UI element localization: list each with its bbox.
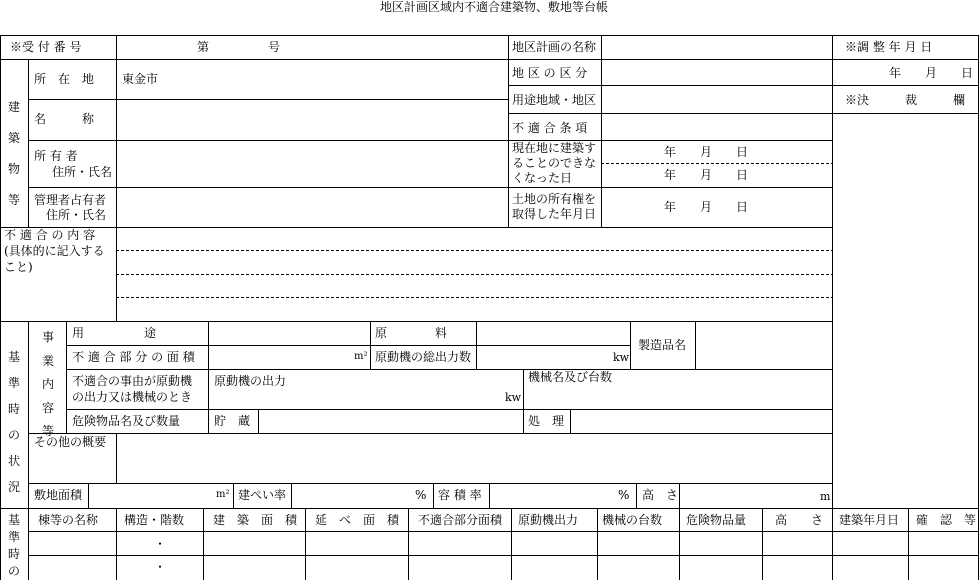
col-header-motor-output: 原動機出力	[518, 513, 579, 527]
location-value[interactable]: 東金市	[122, 72, 159, 86]
building-char: 築	[7, 131, 20, 145]
land-acquired-date: 年 月 日	[664, 200, 749, 214]
adjust-date-value: 年 月 日	[889, 66, 974, 80]
nonconform-content-label-1: 不 適 合 の 内 容	[4, 228, 96, 242]
motor-total-label: 原動機の総出力数	[375, 350, 472, 364]
base-status-char: 状	[7, 454, 20, 468]
became-unable-date-2: 年 月 日	[664, 168, 749, 182]
col-header-nonconform-area: 不適合部分面積	[418, 513, 503, 527]
gou-label: 号	[268, 40, 281, 54]
motor-output-label: 原動機の出力	[214, 374, 287, 388]
col-header-machine-count: 機械の台数	[602, 513, 663, 527]
business-char: 事	[41, 330, 54, 344]
base-status-char: 準	[7, 376, 20, 390]
decision-column-label: ※決 裁 欄	[845, 93, 966, 107]
form-title: 地区計画区域内不適合建築物、敷地等台帳	[380, 0, 609, 14]
owner-label: 所 有 者	[34, 149, 78, 163]
base-status-char: の	[7, 428, 20, 442]
motor-output-unit: kw	[505, 391, 522, 404]
base-status-char: 基	[7, 350, 20, 364]
site-area-unit: m²	[216, 489, 230, 500]
base-status-char: 況	[7, 480, 20, 494]
raw-material-label: 原 料	[375, 326, 448, 340]
col-header-building-name: 棟等の名称	[38, 513, 99, 527]
district-plan-name-label: 地区計画の名称	[512, 40, 597, 54]
col-header-build-date: 建築年月日	[839, 513, 900, 527]
became-unable-label-2: ることのできな	[512, 156, 597, 170]
hazardous-label: 危険物品名及び数量	[72, 414, 181, 428]
nonconform-content-label-2: (具体的に記入する	[4, 244, 105, 258]
nonconform-area-label: 不 適 合 部 分 の 面 積	[72, 350, 195, 364]
nonconform-content-label-3: こと)	[4, 260, 33, 274]
use-zone-label: 用途地域・地区	[512, 93, 597, 107]
business-char: 業	[41, 353, 54, 368]
bottom-group-label	[7, 512, 21, 580]
processing-label: 処 理	[528, 414, 565, 428]
col-header-height: 高 さ	[775, 513, 824, 527]
building-char: 建	[7, 100, 20, 114]
location-label: 所 在 地	[34, 72, 95, 86]
product-name-label: 製造品名	[638, 338, 687, 352]
storage-label: 貯 蔵	[214, 414, 251, 428]
became-unable-label-1: 現在地に建築す	[512, 141, 597, 155]
floor-ratio-unit: %	[618, 488, 630, 502]
col-header-building-area: 建 築 面 積	[213, 513, 298, 527]
area-unit-sqm: m²	[354, 351, 368, 362]
base-status-char: 時	[7, 402, 20, 416]
col-header-structure: 構造・階数	[124, 513, 185, 527]
bottom-group-char: の	[7, 564, 20, 578]
bottom-group-char: 時	[7, 547, 20, 561]
business-content-label	[41, 326, 55, 444]
district-division-label: 地 区 の 区 分	[512, 66, 588, 80]
building-char: 等	[7, 193, 20, 207]
reason-label-1: 不適合の事由が原動機	[72, 374, 193, 388]
col-header-confirmation: 確 認 等	[916, 513, 977, 527]
height-label: 高 さ	[642, 488, 679, 502]
coverage-label: 建ぺい率	[238, 488, 287, 502]
col-header-total-floor-area: 延 べ 面 積	[315, 513, 400, 527]
manager-address-label: 住所・氏名	[46, 208, 107, 222]
floor-ratio-label: 容 積 率	[438, 488, 482, 502]
coverage-unit: %	[415, 488, 427, 502]
nonconform-clause-label: 不 適 合 条 項	[512, 121, 588, 135]
became-unable-label-3: くなった日	[512, 171, 573, 185]
manager-label: 管理者占有者	[34, 193, 107, 207]
land-acquired-label-1: 土地の所有権を	[512, 192, 597, 206]
other-summary-label: その他の概要	[34, 435, 107, 449]
site-area-label: 敷地面積	[34, 488, 83, 502]
structure-dot-row1: ・	[154, 537, 167, 551]
bottom-group-char: 準	[7, 530, 20, 544]
reason-label-2: の出力又は機械のとき	[72, 390, 193, 404]
motor-total-unit: kw	[613, 351, 630, 364]
machine-name-count-label: 機械名及び台数	[528, 370, 613, 384]
owner-address-label: 住所・氏名	[52, 165, 113, 179]
structure-dot-row2: ・	[154, 560, 167, 574]
building-char: 物	[7, 162, 20, 176]
building-name-label: 名 称	[34, 112, 95, 126]
business-char: 内	[41, 377, 54, 391]
became-unable-date-1: 年 月 日	[664, 145, 749, 159]
adjustment-date-label: ※調 整 年 月 日	[845, 40, 933, 54]
land-acquired-label-2: 取得した年月日	[512, 207, 597, 221]
bottom-group-char: 基	[7, 513, 20, 527]
building-group-label	[7, 92, 21, 216]
business-char: 等	[41, 424, 54, 438]
use-label: 用 途	[72, 326, 157, 340]
receipt-number-label: ※受 付 番 号	[10, 40, 82, 54]
col-header-hazardous-amount: 危険物品量	[686, 513, 747, 527]
height-unit: m	[820, 490, 831, 503]
dai-label: 第	[197, 40, 210, 54]
business-char: 容	[41, 400, 54, 415]
base-status-group-label	[7, 344, 21, 500]
